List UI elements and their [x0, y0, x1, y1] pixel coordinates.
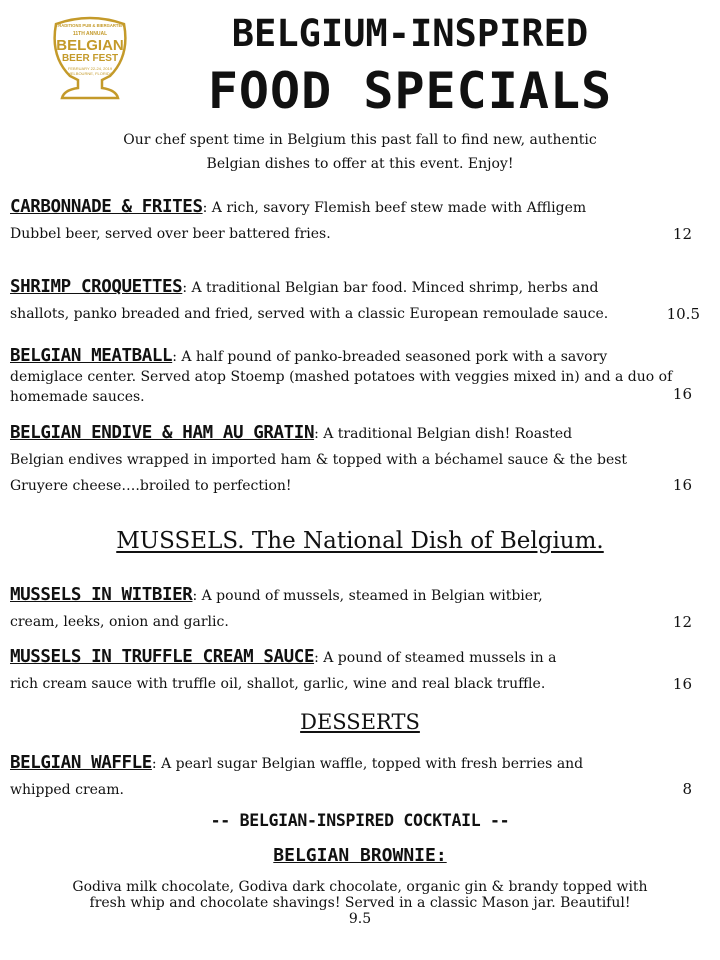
intro-line: Belgian dishes to offer at this event. Enjoy!: [206, 156, 514, 172]
cocktail-description: [10, 879, 710, 927]
belgian-beer-fest-logo: [44, 14, 136, 104]
item-price: 16: [672, 476, 692, 494]
page-title-line1: BELGIUM-INSPIRED: [231, 12, 589, 55]
item-price: 10.5: [666, 305, 700, 323]
item-desc: whipped cream.: [10, 782, 124, 798]
cocktail-name: BELGIAN BROWNIE:: [273, 845, 447, 866]
item-name: BELGIAN WAFFLE: [10, 753, 152, 773]
desserts-heading: DESSERTS: [300, 710, 420, 734]
item-name: MUSSELS IN WITBIER: [10, 585, 193, 605]
logo-line6: MELBOURNE, FLORIDA: [67, 71, 113, 76]
item-desc: : A traditional Belgian bar food. Minced shrimp, herbs and: [182, 280, 599, 296]
menu-item-carbonnade: [10, 194, 700, 247]
item-desc: demiglace center. Served atop Stoemp (mashed potatoes with veggies mixed in) and a duo of: [10, 369, 673, 385]
cocktail-price: 9.5: [348, 911, 372, 927]
item-desc: : A rich, savory Flemish beef stew made with Affligem: [202, 200, 587, 216]
intro-text: [60, 128, 660, 176]
item-price: 8: [682, 780, 692, 798]
item-desc: Dubbel beer, served over beer battered fries.: [10, 226, 331, 242]
menu-item-belgian-waffle: [10, 750, 700, 803]
page-title-line2: FOOD SPECIALS: [207, 62, 613, 120]
item-name: MUSSELS IN TRUFFLE CREAM SAUCE: [10, 647, 315, 667]
item-desc: shallots, panko breaded and fried, served with a classic European remoulade sauce.: [10, 306, 609, 322]
item-name: CARBONNADE & FRITES: [10, 197, 203, 217]
mussels-heading: MUSSELS. The National Dish of Belgium.: [116, 528, 604, 554]
cocktail-desc-line: Godiva milk chocolate, Godiva dark chocolate, organic gin & brandy topped with: [72, 879, 648, 895]
item-name: BELGIAN MEATBALL: [10, 346, 173, 366]
cocktail-heading: -- BELGIAN-INSPIRED COCKTAIL --: [210, 811, 510, 830]
item-desc: cream, leeks, onion and garlic.: [10, 614, 229, 630]
menu-item-belgian-meatball: [10, 346, 700, 407]
item-desc: : A half pound of panko-breaded seasoned pork with a savory: [172, 349, 608, 365]
logo-line4: BEER FEST: [61, 53, 119, 64]
logo-line3: BELGIAN: [56, 37, 124, 54]
item-desc: : A traditional Belgian dish! Roasted: [314, 426, 573, 442]
logo-line2: 11TH ANNUAL: [72, 31, 108, 37]
item-desc: : A pound of mussels, steamed in Belgian witbier,: [192, 588, 543, 604]
item-name: SHRIMP CROQUETTES: [10, 277, 183, 297]
item-desc: : A pearl sugar Belgian waffle, topped with fresh berries and: [151, 756, 584, 772]
item-desc: Gruyere cheese….broiled to perfection!: [10, 478, 292, 494]
menu-item-mussels-witbier: [10, 582, 700, 635]
item-desc: : A pound of steamed mussels in a: [314, 650, 557, 666]
item-price: 16: [672, 385, 692, 403]
item-price: 12: [672, 225, 692, 243]
cocktail-desc-line: fresh whip and chocolate shavings! Served in a classic Mason jar. Beautiful!: [89, 895, 631, 911]
item-price: 12: [672, 613, 692, 631]
item-name: BELGIAN ENDIVE & HAM AU GRATIN: [10, 423, 315, 443]
menu-item-shrimp-croquettes: [10, 274, 700, 327]
logo-line1: TRADITIONS PUB & BIERGARTEN: [55, 23, 125, 28]
item-desc: homemade sauces.: [10, 389, 145, 405]
logo-line5: FEBRUARY 22-24, 2019: [67, 66, 113, 71]
intro-line: Our chef spent time in Belgium this past fall to find new, authentic: [123, 132, 597, 148]
item-desc: rich cream sauce with truffle oil, shallot, garlic, wine and real black truffle.: [10, 676, 546, 692]
menu-item-endive-ham-gratin: [10, 420, 700, 499]
item-price: 16: [672, 675, 692, 693]
item-desc: Belgian endives wrapped in imported ham & topped with a béchamel sauce & the best: [10, 452, 628, 468]
menu-item-mussels-truffle: [10, 644, 700, 697]
